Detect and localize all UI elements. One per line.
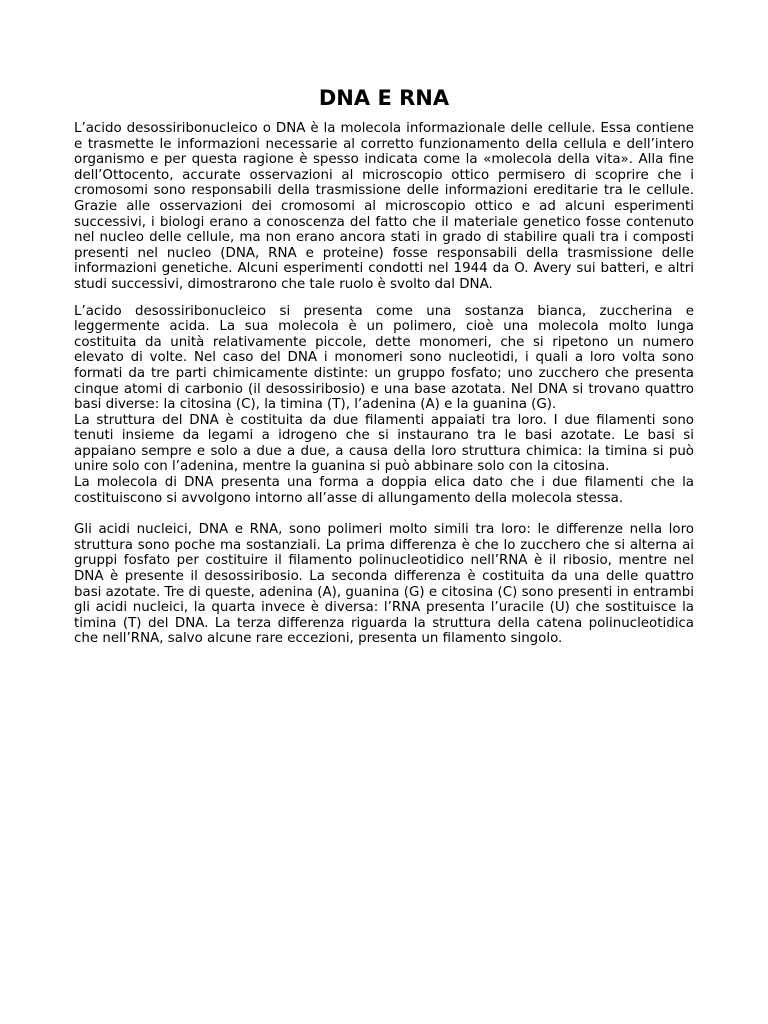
paragraph-dna-rna-differences: Gli acidi nucleici, DNA e RNA, sono polimeri molto simili tra loro: le differenze nella loro struttura sono poche ma sostanziali. La prima differenza è che lo zucchero che si alterna ai gruppi fosfato per costituire il filamento polinucleotidico nell’RNA è il ribosio, mentre nel DNA è presente il desossiribosio. La seconda differenza è costituita da una delle quattro basi azotate. Tre di queste, adenina (A), guanina (G) e citosina (C) sono presenti in entrambi gli acidi nucleici, la quarta invece è diversa: l’RNA presenta l’uracile (U) che sostituisce la timina (T) del DNA. La terza differenza riguarda la struttura della catena polinucleotidica che nell’RNA, salvo alcune rare eccezioni, presenta un filamento singolo. [74,522,694,647]
paragraph-dna-structure: L’acido desossiribonucleico si presenta come una sostanza bianca, zuccherina e leggermente acida. La sua molecola è un polimero, cioè una molecola molto lunga costituita da unità relativamente piccole, dette monomeri, che si ripetono un numero elevato di volte. Nel caso del DNA i monomeri sono nucleotidi, i quali a loro volta sono formati da tre parti chimicamente distinte: un gruppo fosfato; uno zucchero che presenta cinque atomi di carbonio (il desossiribosio) e una base azotata. Nel DNA si trovano quattro basi diverse: la citosina (C), la timina (T), l’adenina (A) e la guanina (G). [74,303,694,413]
paragraph-double-helix: La molecola di DNA presenta una forma a doppia elica dato che i due filamenti che la costituiscono si avvolgono intorno all’asse di allungamento della molecola stessa. [74,475,694,506]
document-title: DNA E RNA [318,86,450,110]
paragraph-dna-intro: L’acido desossiribonucleico o DNA è la molecola informazionale delle cellule. Essa contiene e trasmette le informazioni necessarie al corretto funzionamento della cellula e dell’intero organismo e per questa ragione è spesso indicata come la «molecola della vita». Alla fine dell’Ottocento, accurate osservazioni al microscopio ottico permisero di scoprire che i cromosomi sono responsabili della trasmissione delle informazioni ereditarie tra le cellule. Grazie alle osservazioni dei cromosomi al microscopio ottico e ad alcuni esperimenti successivi, i biologi erano a conoscenza del fatto che il materiale genetico fosse contenuto nel nucleo delle cellule, ma non erano ancora stati in grado di stabilire quali tra i composti presenti nel nucleo (DNA, RNA e proteine) fosse responsabili della trasmissione delle informazioni genetiche. Alcuni esperimenti condotti nel 1944 da O. Avery sui batteri, e altri studi successivi, dimostrarono che tale ruolo è svolto dal DNA. [74,121,694,292]
document-page [74,85,694,647]
paragraph-double-strand: La struttura del DNA è costituita da due filamenti appaiati tra loro. I due filamenti sono tenuti insieme da legami a idrogeno che si instaurano tra le basi azotate. Le basi si appaiano sempre e solo a due a due, a causa della loro struttura chimica: la timina si può unire solo con l’adenina, mentre la guanina si può abbinare solo con la citosina. [74,412,694,475]
